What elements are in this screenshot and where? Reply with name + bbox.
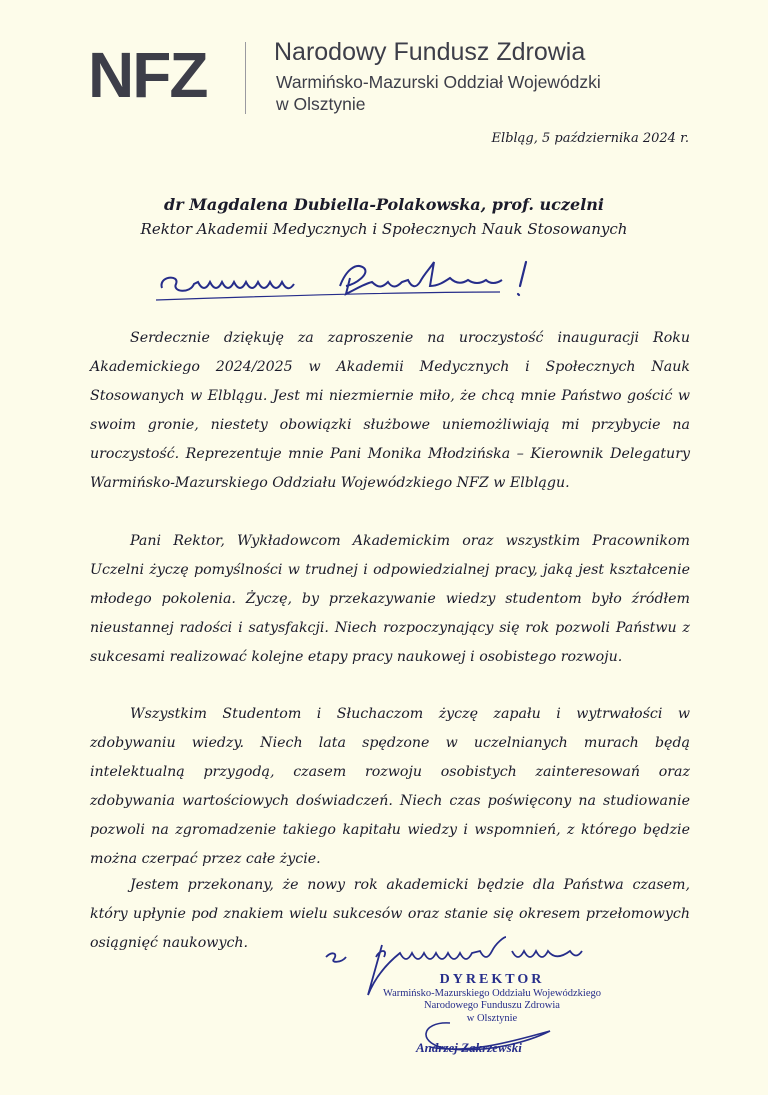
stamp-line-2: Narodowego Funduszu Zdrowia bbox=[424, 1000, 560, 1011]
header-divider bbox=[245, 42, 246, 114]
paragraph-4: Jestem przekonany, że nowy rok akademicki będzie dla Państwa czasem, który upłynie pod znakiem wielu sukcesów oraz stanie się okresem przełomowych osiągnięć naukowych. bbox=[90, 877, 690, 951]
letter-date: Elbląg, 5 października 2024 r. bbox=[491, 131, 689, 146]
paragraph-1: Serdecznie dziękuję za zaproszenie na uroczystość inauguracji Roku Akademickiego 2024/2025 w Akademii Medycznych i Społecznych Nauk Stosowanych w Elblągu. Jest mi niezmiernie miło, że chcą mnie Państwo gościć w swoim gronie, niestety obowiązki służbowe uniemożliwiają mi przybycie na uroczystość. Reprezentuje mnie Pani Monika Młodzińska – Kierownik Delegatury Warmińsko-Mazurskiego Oddziału Wojewódzkiego NFZ w Elblągu. bbox=[90, 330, 690, 491]
org-name: Narodowy Fundusz Zdrowia bbox=[274, 38, 586, 66]
nfz-logo: NFZ bbox=[88, 39, 207, 111]
letterhead bbox=[0, 0, 768, 130]
org-branch: Warmińsko-Mazurski Oddział Wojewódzki bbox=[276, 72, 601, 92]
addressee-title: Rektor Akademii Medycznych i Społecznych Nauk Stosowanych bbox=[140, 220, 628, 238]
director-stamp bbox=[362, 972, 622, 1025]
stamp-title: DYREKTOR bbox=[439, 972, 545, 987]
addressee-name: dr Magdalena Dubiella-Polakowska, prof. uczelni bbox=[164, 195, 604, 214]
stamp-line-1: Warmińsko-Mazurskiego Oddziału Wojewódzkiego bbox=[383, 988, 601, 999]
stamp-line-3: w Olsztynie bbox=[466, 1013, 518, 1024]
handwritten-salutation bbox=[150, 254, 570, 304]
stamp-name: Andrzej Zakrzewski bbox=[416, 1040, 522, 1055]
org-city: w Olsztynie bbox=[276, 94, 366, 114]
paragraph-3: Wszystkim Studentom i Słuchaczom życzę zapału i wytrwałości w zdobywaniu wiedzy. Niech lata spędzone w uczelnianych murach będą intelektualną przygodą, czasem rozwoju osobistych zainteresowań oraz zdobywania wartościowych doświadczeń. Niech czas poświęcony na studiowanie pozwoli na zgromadzenie takiego kapitału wiedzy i wspomnień, z którego będzie można czerpać przez całe życie. bbox=[90, 706, 690, 867]
paragraph-2: Pani Rektor, Wykładowcom Akademickim oraz wszystkim Pracownikom Uczelni życzę pomyślności w trudnej i odpowiedzialnej pracy, jaką jest kształcenie młodego pokolenia. Życzę, by przekazywanie wiedzy studentom było źródłem nieustannej radości i satysfakcji. Niech rozpoczynający się rok pozwoli Państwu z sukcesami realizować kolejne etapy pracy naukowej i osobistego rozwoju. bbox=[90, 533, 690, 665]
